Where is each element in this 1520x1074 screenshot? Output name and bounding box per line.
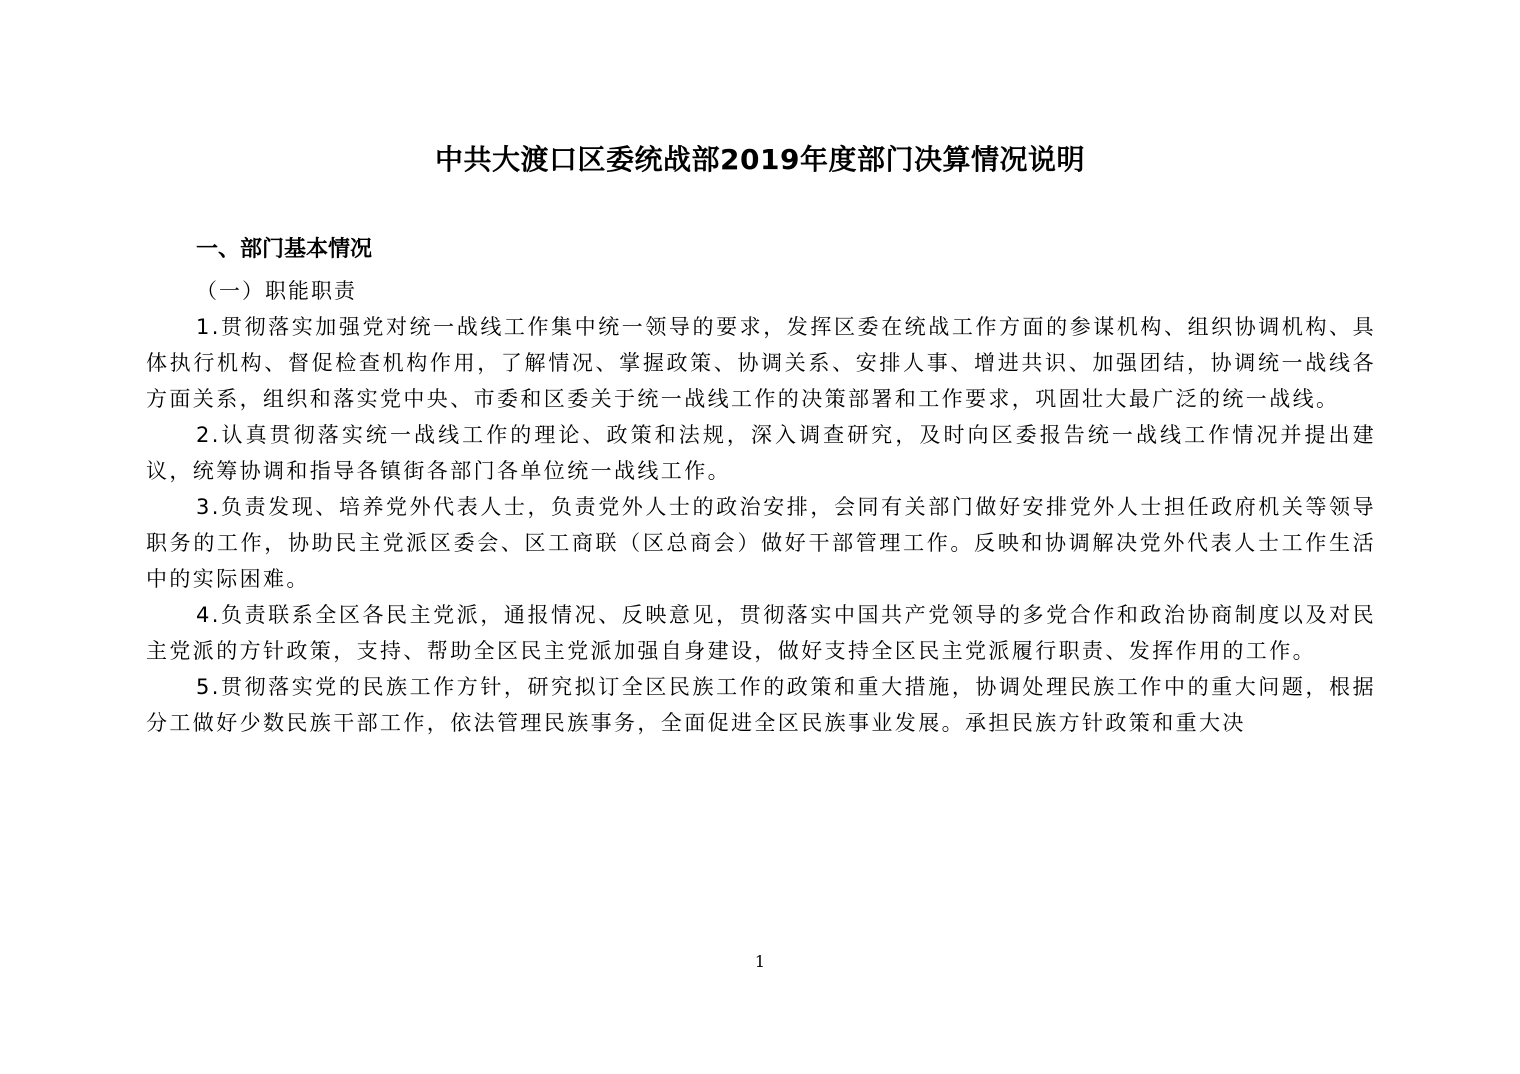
document-title: 中共大渡口区委统战部2019年度部门决算情况说明 bbox=[435, 143, 1085, 176]
paragraph-2: 2.认真贯彻落实统一战线工作的理论、政策和法规，深入调查研究，及时向区委报告统一战线工作情况并提出建议，统筹协调和指导各镇街各部门各单位统一战线工作。 bbox=[146, 423, 1376, 483]
section-heading: 一、部门基本情况 bbox=[196, 237, 373, 262]
page-number: 1 bbox=[754, 952, 766, 971]
paragraph-1: 1.贯彻落实加强党对统一战线工作集中统一领导的要求，发挥区委在统战工作方面的参谋机构、组织协调机构、具体执行机构、督促检查机构作用，了解情况、掌握政策、协调关系、安排人事、增进共识、加强团结，协调统一战线各方面关系，组织和落实党中央、市委和区委关于统一战线工作的决策部署和工作要求，巩固壮大最广泛的统一战线。 bbox=[146, 315, 1376, 411]
subsection-heading: （一）职能职责 bbox=[196, 279, 357, 303]
paragraph-4: 4.负责联系全区各民主党派，通报情况、反映意见，贯彻落实中国共产党领导的多党合作和政治协商制度以及对民主党派的方针政策，支持、帮助全区民主党派加强自身建设，做好支持全区民主党派履行职责、发挥作用的工作。 bbox=[146, 603, 1376, 663]
paragraph-5: 5.贯彻落实党的民族工作方针，研究拟订全区民族工作的政策和重大措施，协调处理民族工作中的重大问题，根据分工做好少数民族干部工作，依法管理民族事务，全面促进全区民族事业发展。承担民族方针政策和重大决 bbox=[146, 675, 1376, 735]
paragraph-3: 3.负责发现、培养党外代表人士，负责党外人士的政治安排，会同有关部门做好安排党外人士担任政府机关等领导职务的工作，协助民主党派区委会、区工商联（区总商会）做好干部管理工作。反映和协调解决党外代表人士工作生活中的实际困难。 bbox=[146, 495, 1376, 591]
document-body bbox=[146, 232, 1376, 741]
